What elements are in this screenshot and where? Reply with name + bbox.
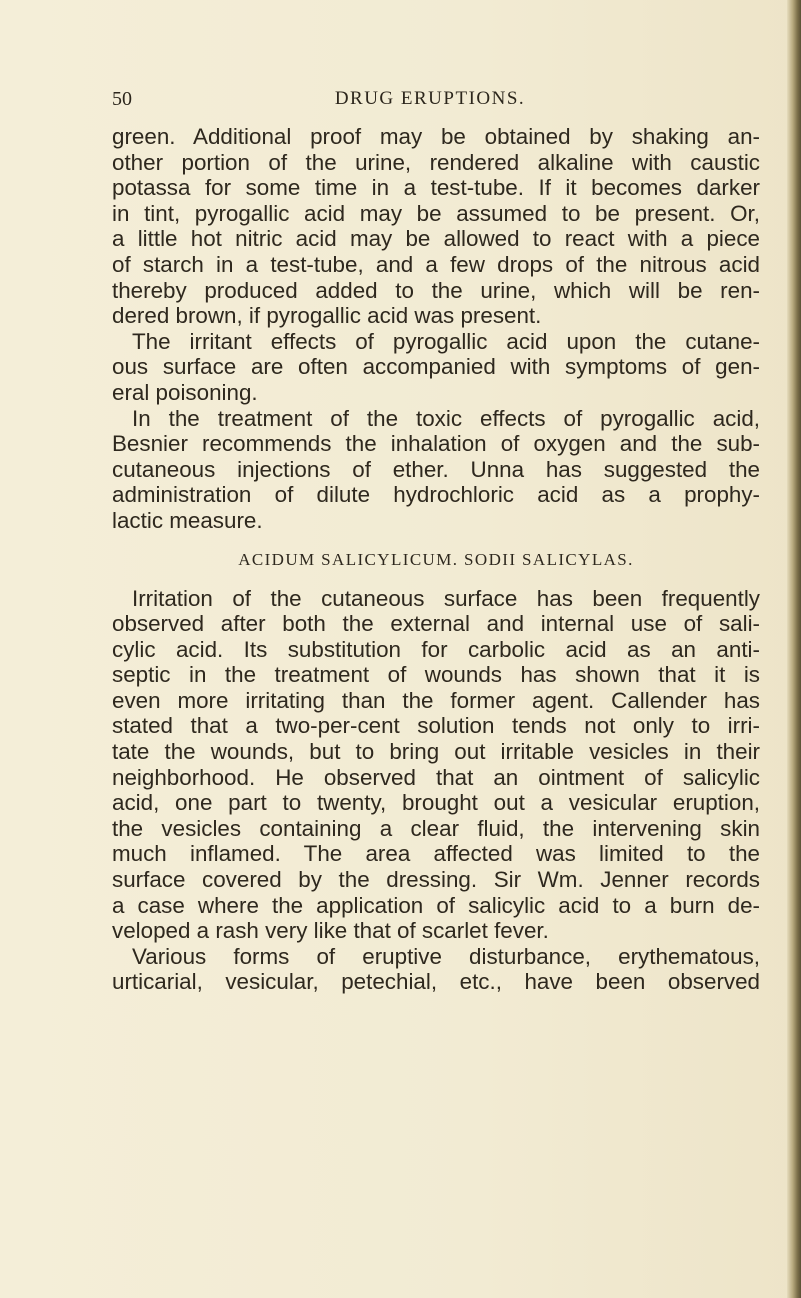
text-line: the vesicles containing a clear fluid, the intervening skin (112, 815, 760, 841)
text-line: potassa for some time in a test-tube. If it becomes darker (112, 175, 760, 201)
text-line: Besnier recommends the inhalation of oxygen and the sub- (112, 431, 760, 457)
page-header (100, 88, 760, 114)
text-line: observed after both the external and internal use of sali- (112, 611, 760, 637)
text-line: Various forms of eruptive disturbance, erythematous, (132, 943, 760, 969)
text-line: tate the wounds, but to bring out irritable vesicles in their (112, 739, 760, 765)
page-edge (787, 0, 801, 1298)
text-line: a case where the application of salicylic acid to a burn de- (112, 892, 760, 918)
text-line: acid, one part to twenty, brought out a vesicular eruption, (112, 790, 760, 816)
page-number: 50 (112, 88, 132, 110)
text-line: a little hot nitric acid may be allowed to react with a piece (112, 226, 760, 252)
text-line: thereby produced added to the urine, which will be ren- (112, 277, 760, 303)
text-line: stated that a two-per-cent solution tends not only to irri- (112, 713, 760, 739)
paragraph-1 (112, 124, 760, 329)
text-line: eral poisoning. (112, 379, 258, 405)
text-line: cylic acid. Its substitution for carbolic acid as an anti- (112, 636, 760, 662)
text-line: in tint, pyrogallic acid may be assumed to be present. Or, (112, 200, 760, 226)
text-line: administration of dilute hydrochloric acid as a prophy- (112, 482, 760, 508)
text-line: cutaneous injections of ether. Unna has suggested the (112, 456, 760, 482)
text-line: of starch in a test-tube, and a few drops of the nitrous acid (112, 251, 760, 277)
text-line: dered brown, if pyrogallic acid was present. (112, 303, 542, 329)
paragraph-2 (112, 329, 760, 406)
text-line: In the treatment of the toxic effects of pyrogallic acid, (132, 405, 760, 431)
text-line: urticarial, vesicular, petechial, etc., have been observed (112, 969, 760, 995)
text-line: Irritation of the cutaneous surface has been frequently (132, 585, 760, 611)
text-line: septic in the treatment of wounds has shown that it is (112, 662, 760, 688)
text-line: surface covered by the dressing. Sir Wm. Jenner records (112, 867, 760, 893)
body-text (112, 124, 760, 995)
text-line: green. Additional proof may be obtained by shaking an- (112, 124, 760, 149)
text-line: other portion of the urine, rendered alkaline with caustic (112, 149, 760, 175)
paragraph-5 (112, 944, 760, 995)
paragraph-3 (112, 406, 760, 534)
section-heading: ACIDUM SALICYLICUM. SODII SALICYLAS. (238, 549, 634, 569)
paragraph-4 (112, 586, 760, 944)
running-head: DRUG ERUPTIONS. (334, 88, 526, 109)
text-line: lactic measure. (112, 507, 263, 533)
text-line: ous surface are often accompanied with symptoms of gen- (112, 354, 760, 380)
text-line: even more irritating than the former agent. Callender has (112, 687, 760, 713)
text-line: neighborhood. He observed that an ointment of salicylic (112, 764, 760, 790)
text-line: veloped a rash very like that of scarlet fever. (112, 918, 549, 944)
text-line: much inflamed. The area affected was limited to the (112, 841, 760, 867)
text-line: The irritant effects of pyrogallic acid upon the cutane- (132, 328, 760, 354)
